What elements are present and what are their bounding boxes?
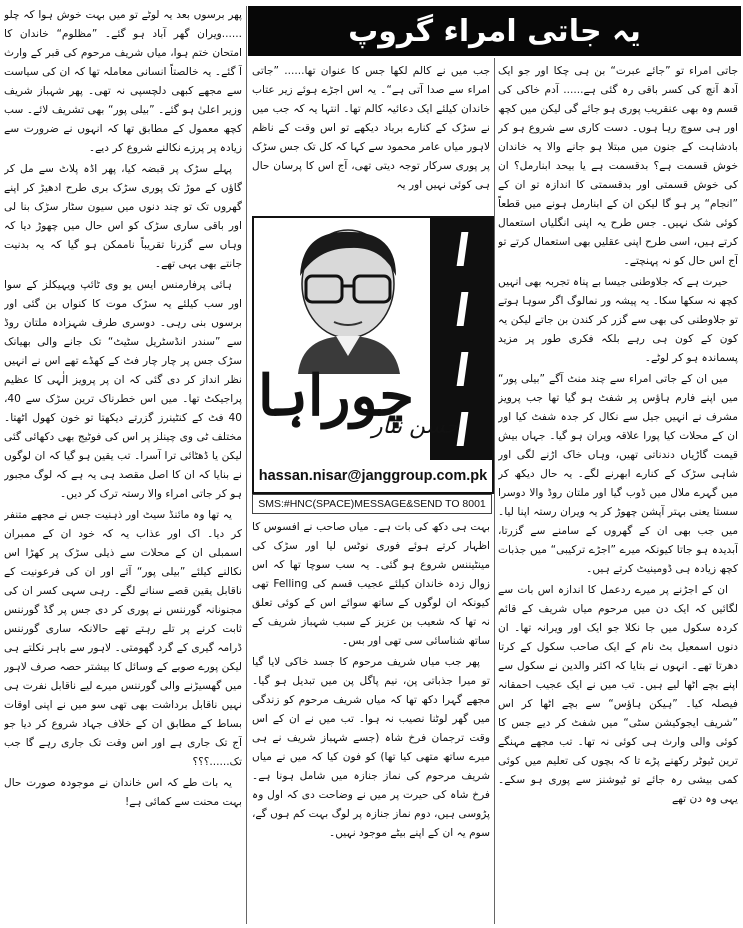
columnist-portrait (278, 224, 428, 374)
columnist-logo-box (252, 216, 494, 464)
column-rule-right (494, 58, 495, 924)
article-column-left (4, 6, 242, 924)
sms-instruction: SMS:#HNC(SPACE)MESSAGE&SEND TO 8001 (252, 494, 492, 514)
paragraph: جاتی امراء تو ”جائے عبرت“ بن ہی چکا اور جو ایک آدھ آنچ کی کسر باقی رہ گئی ہے...... آدم خاکی کی قسم وہ بھی عنقریب پوری ہو جائے گی لیکن میں کچھ اور ہی سوچ رہا ہوں۔ دست کاری سے شروع ہو کر بادشاہت کے جنون میں مبتلا ہو جانے والا یہ خاندان خوش قسمت ہے؟ بدقسمت ہے یا بیحد ابنارمل؟ ان کی خوش قسمتی اور بدقسمتی کا اندازہ تو ان کے ”انجام“ پر ہو گا لیکن ان کے ابنارمل ہونے میں قطعاً کوئی شک نہیں۔ جس طرح یہ اپنی انگلیاں استعمال کرتے ہیں، اسی طرح اپنی عقلیں بھی استعمال کرتے تو آج اس حال کو نہ پہنچتے۔ (498, 65, 738, 267)
headline-banner: یہ جاتی امراء گروپ (248, 6, 741, 56)
paragraph: ان کے اجڑنے پر میرے ردعمل کا اندازہ اس بات سے لگائیں کہ ایک دن میں مرحوم میاں شریف کے قائم کردہ سکول میں جا نکلا جو ایک اور ویرانہ تھا۔ ان دنوں اسمعیل بٹ نام کے ایک صاحب سکول کے کرتا دھرتا تھے۔ انہوں نے بتایا کہ اکثر والدین نے سکول سے اپنے بچے اٹھا لیے ہیں۔ تب میں نے ایک عجیب احمقانہ فیصلہ کیا۔ ”ہیکن ہاؤس“ سے بچے اٹھا کر اس ”شریف ایجوکیشن سٹی“ میں شفٹ کر دیے جس کا کوئی والی وارث ہی کوئی نہ تھا۔ تب مجھے مہنگے ترین ٹیوٹر رکھنے پڑے تا کہ بچوں کی تعلیم میں کوئی کمی بیشی رہ جائے تو ٹیوشنز سے پوری ہو سکے۔ یہی وہ دن تھے (498, 584, 738, 805)
columnist-email[interactable]: hassan.nisar@janggroup.com.pk (252, 460, 494, 494)
paragraph: جب میں نے کالم لکھا جس کا عنوان تھا...... ”جاتی امراء سے صدا آتی ہے“۔ یہ اس اجڑے ہوئے زیر عتاب خاندان کیلئے ایک دعائیہ کالم تھا۔ انتہا یہ کہ جب میں نے سڑک کے کنارے برباد دیکھے تو اس وقت کے ناظم لاہور میاں عامر محمود سے کہا کہ کل تک جس سڑک پر پوری سرکار توجہ دیتی تھی، آج اس کا پرسان حال ہی کوئی نہیں اور یہ (252, 65, 490, 191)
article-column-middle-top (252, 62, 490, 212)
paragraph: یہ بات طے کہ اس خاندان نے موجودہ صورت حال بہت محنت سے کمائی ہے! (4, 777, 242, 808)
column-logo-text: چوراہا (258, 363, 415, 429)
paragraph: میں ان کے جاتی امراء سے چند منٹ آگے ”بیلی پور“ میں اپنے فارم ہاؤس پر شفٹ ہو گیا تھا جب پرویز مشرف نے انہیں جیل سے نکال کر جدہ شفٹ کیا اور ان کے محلات کیا پورا علاقہ ویران ہو گیا۔ جہاں بیش قیمت گاڑیاں دندناتی تھیں، وہاں خاک اڑنے لگی اور شاہی سڑک کے کنارے ابھرنے لگے۔ یہ حال دیکھ کر میں گہرے ملال میں ڈوب گیا اور ملتان روڈ والا دوسرا سستا یعنی بہتر آپشن چھوڑ کر یہ ویران رستہ اپنا لیا۔ میں جب بھی ان کے گھروں کے سامنے سے گزرتا، آبدیدہ ہو جاتا کیونکہ میرے ”اجڑے ترکیبی“ میں جذبات کچھ زیادہ ہی ڈومینیٹ کرتے ہیں۔ (498, 373, 738, 575)
paragraph: پھر برسوں بعد یہ لوٹے تو میں بہت خوش ہوا کہ چلو ......ویران گھر آباد ہو گئے۔ ”مظلوم“ خاندان کا امتحان ختم ہوا، میاں شریف مرحوم کی قبر کے وارث آ گئے۔ یہ خالصتاً انسانی معاملہ تھا کہ ان کی سیاست سے مجھے کبھی دلچسپی نہ تھی۔ پھر شہباز شریف وزیر اعلیٰ ہو گئے۔ ”بیلی پور“ بھی تشریف لائے۔ سب کچھ معمول کے مطابق تھا کہ انہوں نے ضرورت سے زیادہ پر پرزے نکالنے شروع کر دیے۔ (4, 9, 242, 154)
paragraph: یہ تھا وہ مائنڈ سیٹ اور ذہنیت جس نے مجھے متنفر کر دیا۔ اک اور عذاب یہ کہ خود ان کے ممبران اسمبلی ان کے محلات سے ذیلی سڑک پر کھڑا اس نکالنے کیلئے ”بیلی پور“ آئے اور ان کی فرعونیت کے ناقابل یقین قصے سنانے لگے۔ رہی سہی کسر ان کی مجنونانہ گورننس نے پوری کر دی جس پر گڈ گورننس ثابت کرنے پر تلے رہتے تھے حالانکہ ساری گورننس ڈرامہ گیری کے گرد گھومتی۔ لاہور سے باہر نکلتے ہی لیکن پورے صوبے کے وسائل کا بیشتر حصہ صرف لاہور میں گھسیڑنے والی گورننس میرے لیے ناقابل نفرت ہی نہیں ناقابل برداشت بھی تھی سو میں نے اپنی اوقات بساط کے مطابق ان کے خلاف جہاد شروع کر دیا جو آج تک جاری ہے اور اس وقت تک جاری رہے گا جب تک......؟؟؟ (4, 509, 242, 768)
paragraph: پھر جب میاں شریف مرحوم کا جسد خاکی لایا گیا تو میرا جذباتی پن، نیم پاگل پن میں تبدیل ہو گیا۔ مجھے گہرا دکھ تھا کہ میاں شریف مرحوم کو زندگی میں گھر لوٹنا نصیب نہ ہوا۔ تب میں نے ان کے اس وقت ترجمان فرخ شاہ (جسے شہباز شریف نے ہی میرے ساتھ متھی کیا تھا) کو فون کیا کہ میں نے میاں شریف مرحوم کی نماز جنازہ میں شامل ہونا ہے۔ فرخ شاہ کی حیرت پر میں نے وضاحت دی کہ اول وہ پڑوسی ہیں، دوم نماز جنازہ پر لوگ بہت کم ہوں گے، سوم یہ ان کے اپنے بیٹے موجود نہیں۔ (252, 656, 490, 839)
paragraph: حیرت ہے کہ جلاوطنی جیسا بے پناہ تجربہ بھی انہیں کچھ نہ سکھا سکا۔ یہ پیشہ ور نمالوگ اگر سوہا ہوتے تو جلاوطنی کی بھی سے گزر کر کندن بن جاتے لیکن یہ کون کے کون ہی رہے بلکہ فکری طور پر مزید پسماندہ ہو کر لوٹے۔ (498, 276, 738, 364)
paragraph: ہائی پرفارمنس ایس یو وی ٹائپ ویہیکلز کے سوا اور سب کیلئے یہ سڑک موت کا کنواں بن گئی اور برسوں بنی رہی۔ دوسری طرف شہزادہ ملتان روڈ سے ”سندر انڈسٹریل سٹیٹ“ تک جانے والی بھیانک سڑک جس پر چار چار فٹ کے کھڈے تھے اس نے انہیں نظر انداز کر دی گئی کہ ان پر پرویز الٰہی کا عظیم پراجیکٹ تھا۔ میں اس خطرناک ترین سڑک سے 40، 40 فٹ کے کنٹینرز گزرتے دیکھتا تو خون کھول اٹھتا۔ مختلف ٹی وی چینلز پر اس کی فوٹیج بھی دکھائی گئی لیکن یا ڈھٹائی ترا آسرا۔ تب یقین ہو گیا کہ ان لوگوں نے بنایا کہ ان کا اصل مقصد ہی یہ ہے کہ لوگ مجبور ہو کر جاتی امراء والا رستہ ترک کر دیں۔ (4, 279, 242, 500)
paragraph: بہت ہی دکھ کی بات ہے۔ میاں صاحب نے افسوس کا اظہار کرتے ہوئے فوری نوٹس لیا اور سڑک کی مینٹیننس شروع ہو گئی۔ یہ سب سوچا تھا کہ اس زوال زدہ خاندان کیلئے عجیب قسم کی Felling تھی کیونکہ ان لوگوں کے ساتھ سوائے اس کے کوئی تعلق نہ تھا کہ شعیب بن عزیز کے سبب شہباز شریف کے ساتھ شناسائی سی تھی اور بس۔ (252, 521, 490, 647)
column-rule-left (246, 6, 247, 924)
article-column-middle-bottom (252, 518, 490, 924)
columnist-name: حسن نثار (372, 414, 460, 439)
paragraph: پہلے سڑک پر قبضہ کیا، پھر اڈہ پلاٹ سے مل کر گاؤں کے موڑ تک پوری سڑک بری طرح ادھیڑ کر اپنے گھروں تک تو چند دنوں میں سیون سٹار سڑک بنا لی اور باقی ساری سڑک کو اس حال میں چھوڑ دیا کہ وہاں سے گزرنا تقریباً ناممکن ہو گیا کہ یہ بدنیت جانتے بھی یہی تھے۔ (4, 163, 242, 270)
article-column-right (498, 62, 738, 924)
